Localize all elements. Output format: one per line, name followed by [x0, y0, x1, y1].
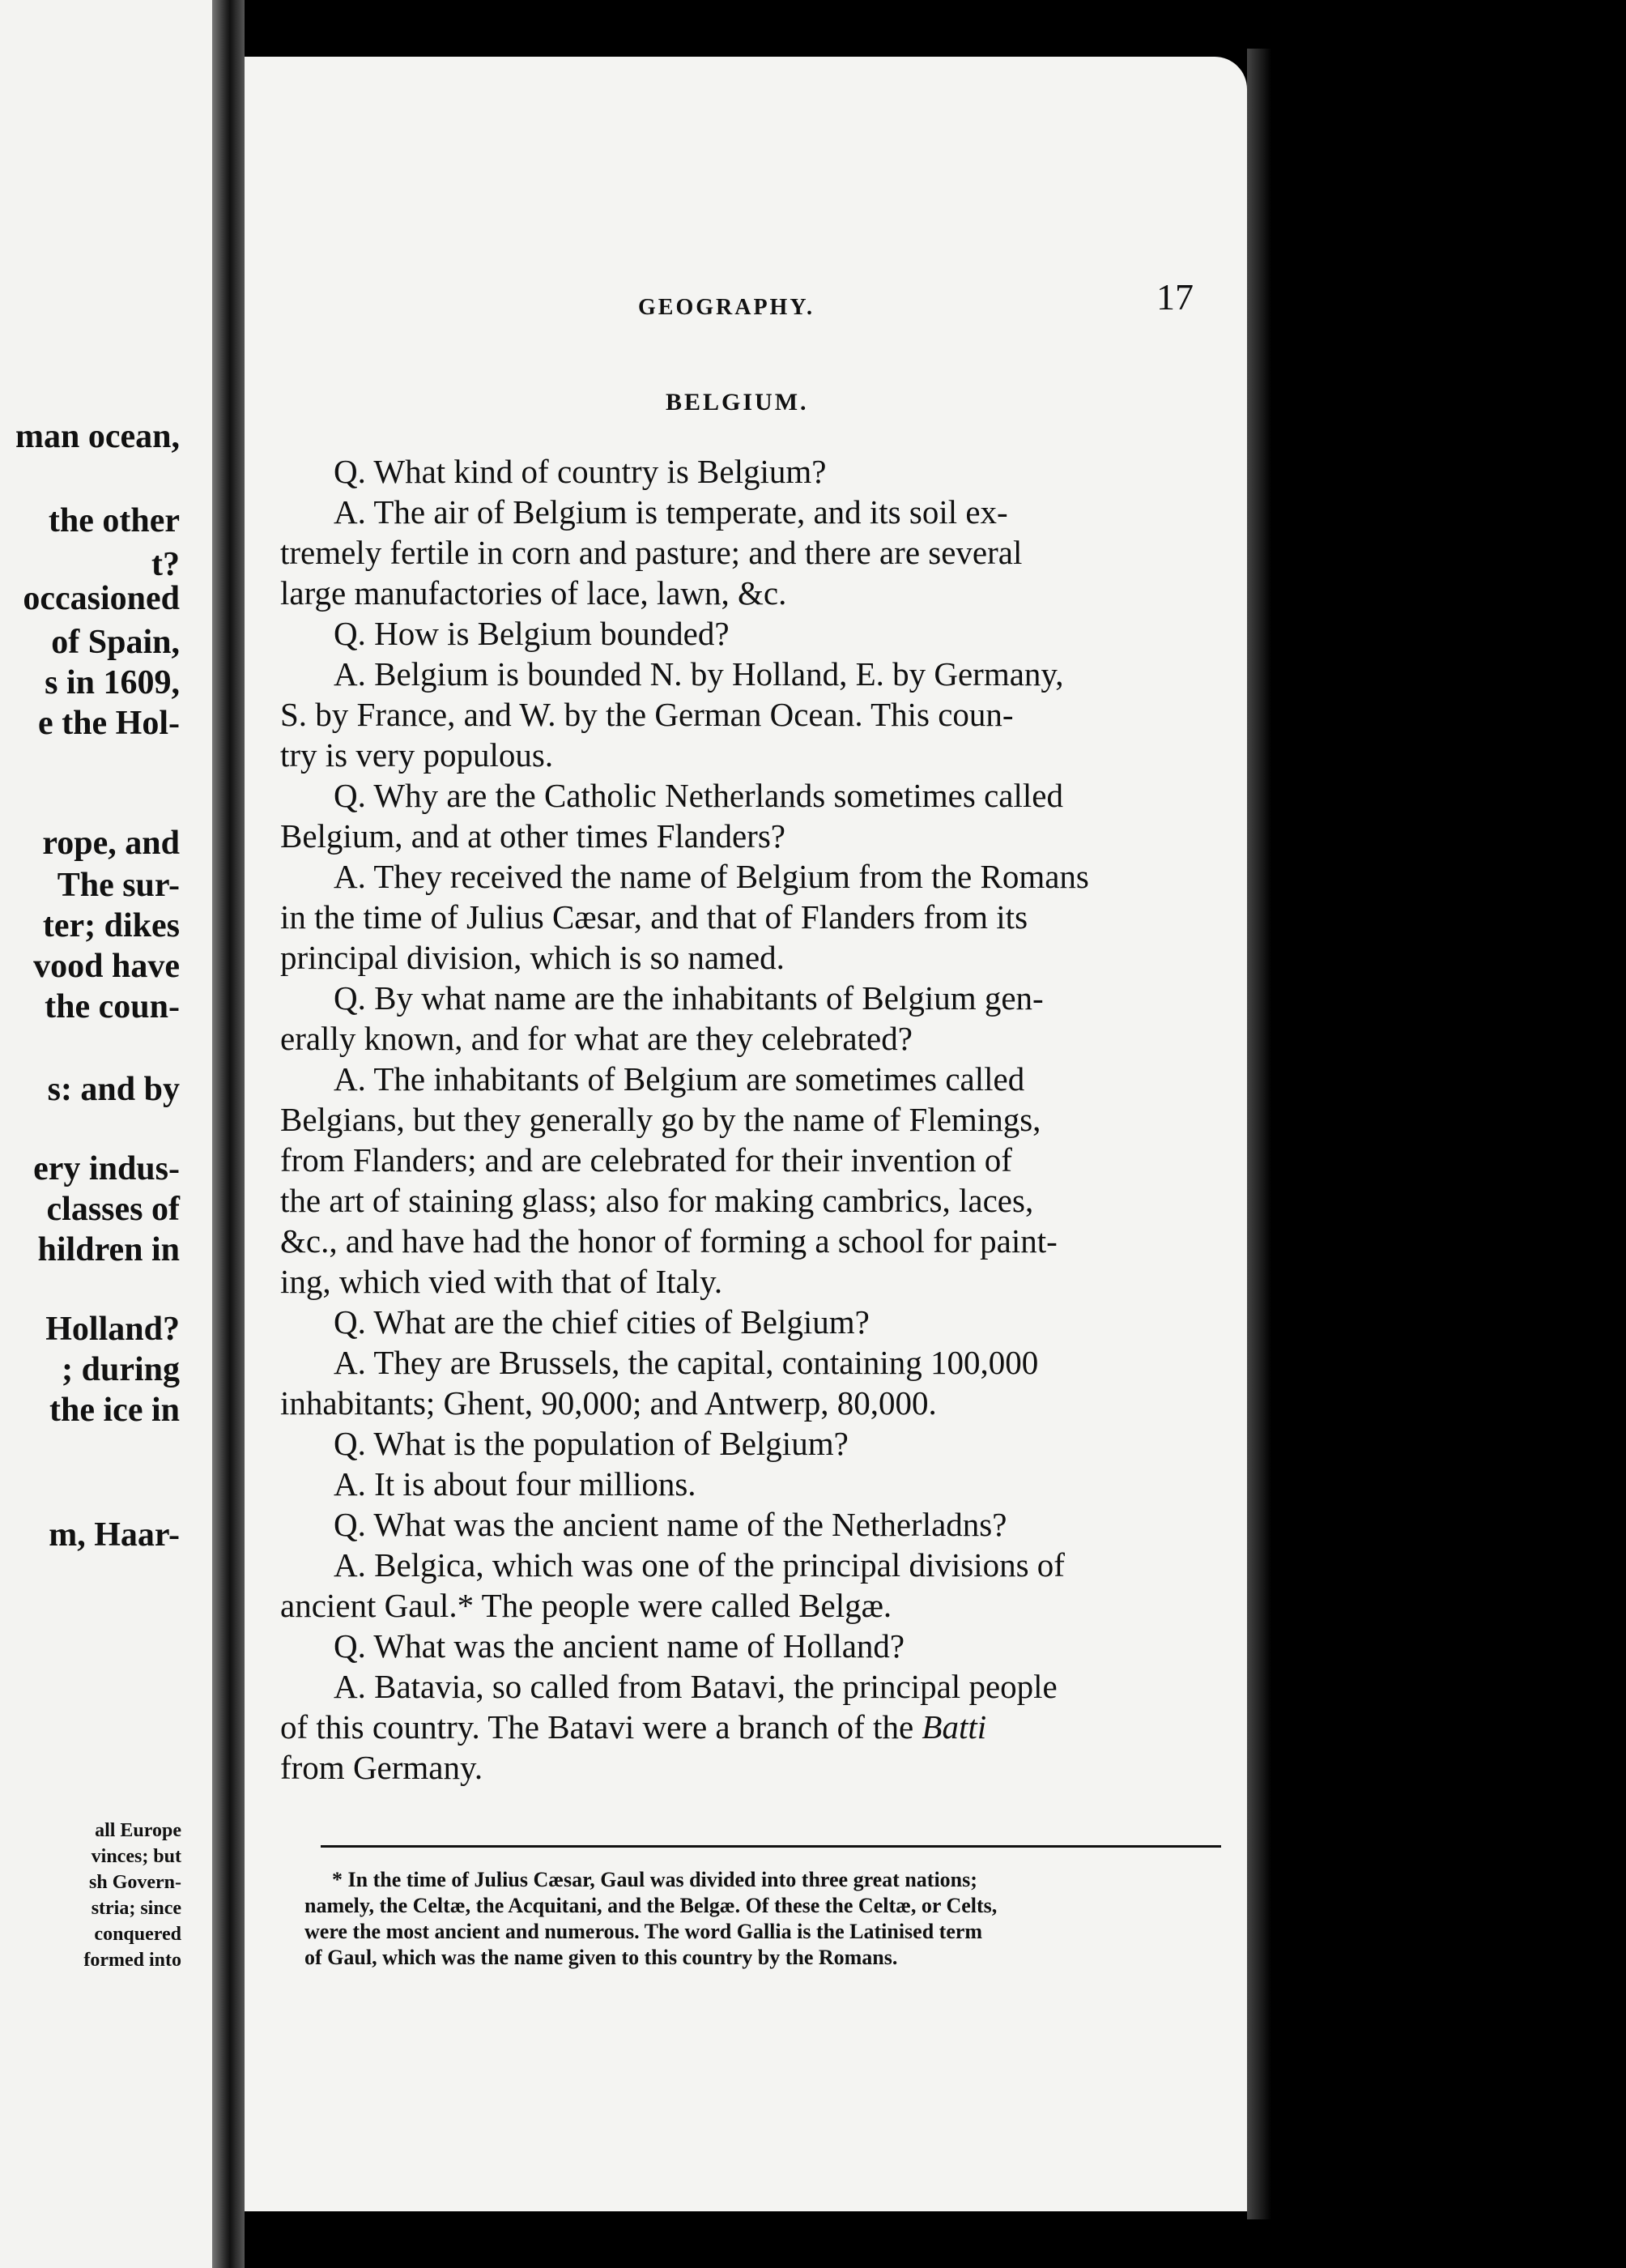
body-line: Q. By what name are the inhabitants of Belgium gen-: [334, 979, 1044, 1017]
footnote-line: * In the time of Julius Cæsar, Gaul was divided into three great nations;: [332, 1868, 977, 1891]
body-line: Belgium, and at other times Flanders?: [280, 817, 785, 855]
body-line: [280, 1708, 987, 1746]
left-fragment: the other: [48, 502, 180, 539]
left-fragment: hildren in: [37, 1231, 180, 1268]
body-line: &c., and have had the honor of forming a school for paint-: [280, 1222, 1058, 1260]
page-number: 17: [1156, 276, 1194, 318]
body-line: ancient Gaul.* The people were called Belgæ.: [280, 1587, 892, 1624]
left-page: [0, 0, 212, 2268]
body-line: A. The air of Belgium is temperate, and its soil ex-: [334, 493, 1008, 531]
body-line: Q. What was the ancient name of Holland?: [334, 1627, 905, 1665]
body-line: A. They received the name of Belgium from the Romans: [334, 858, 1089, 895]
left-fragment: vood have: [33, 948, 180, 985]
body-line: from Germany.: [280, 1749, 483, 1786]
left-fragment: occasioned: [23, 580, 180, 617]
body-line: Q. Why are the Catholic Netherlands sometimes called: [334, 777, 1063, 814]
left-footnote-fragment: formed into: [83, 1950, 181, 1971]
left-footnote-fragment: sh Govern-: [89, 1872, 181, 1893]
left-fragment: classes of: [46, 1191, 180, 1228]
left-fragment: of Spain,: [51, 624, 180, 661]
left-fragment: ter; dikes: [42, 907, 180, 944]
left-footnote-fragment: stria; since: [91, 1898, 181, 1919]
footnote-line: were the most ancient and numerous. The word Gallia is the Latinised term: [304, 1920, 983, 1943]
body-line: Q. What kind of country is Belgium?: [334, 453, 827, 490]
left-fragment: e the Hol-: [38, 705, 180, 742]
body-line: ing, which vied with that of Italy.: [280, 1263, 723, 1300]
left-fragment: ; during: [62, 1351, 180, 1388]
body-line: A. Batavia, so called from Batavi, the principal people: [334, 1668, 1058, 1705]
body-line: inhabitants; Ghent, 90,000; and Antwerp, 80,000.: [280, 1384, 937, 1422]
left-fragment: t?: [151, 546, 180, 583]
body-line: Belgians, but they generally go by the name of Flemings,: [280, 1101, 1041, 1138]
left-fragment: s: and by: [47, 1071, 180, 1108]
left-fragment: ery indus-: [33, 1150, 180, 1187]
left-fragment: The sur-: [57, 867, 180, 904]
italic-word: Batti: [922, 1708, 987, 1746]
left-fragment: man ocean,: [15, 418, 180, 455]
body-line: Q. What was the ancient name of the Netherladns?: [334, 1506, 1007, 1543]
footnote-line: namely, the Celtæ, the Acquitani, and the Belgæ. Of these the Celtæ, or Celts,: [304, 1894, 998, 1917]
body-line: erally known, and for what are they celebrated?: [280, 1020, 913, 1057]
left-fragment: the coun-: [45, 988, 180, 1025]
body-line: the art of staining glass; also for making cambrics, laces,: [280, 1182, 1034, 1219]
body-line: Q. What are the chief cities of Belgium?: [334, 1303, 870, 1341]
left-footnote-fragment: vinces; but: [91, 1846, 181, 1867]
body-line: A. It is about four millions.: [334, 1465, 696, 1503]
left-footnote-fragment: all Europe: [95, 1820, 181, 1841]
left-fragment: s in 1609,: [45, 664, 180, 701]
body-line: Q. How is Belgium bounded?: [334, 615, 730, 652]
body-line-text: of this country. The Batavi were a branch of the: [280, 1708, 922, 1746]
body-line: in the time of Julius Cæsar, and that of Flanders from its: [280, 898, 1028, 936]
body-line: A. The inhabitants of Belgium are sometimes called: [334, 1060, 1025, 1098]
body-line: A. They are Brussels, the capital, containing 100,000: [334, 1344, 1039, 1381]
left-fragment: rope, and: [42, 825, 180, 862]
page-edge-shadow: [1247, 49, 1271, 2219]
body-line: tremely fertile in corn and pasture; and there are several: [280, 534, 1023, 571]
body-line: S. by France, and W. by the German Ocean. This coun-: [280, 696, 1014, 733]
body-line: Q. What is the population of Belgium?: [334, 1425, 849, 1462]
body-line: try is very populous.: [280, 736, 554, 774]
footnote-rule: [321, 1845, 1221, 1848]
left-fragment: the ice in: [49, 1392, 180, 1429]
footnote-line: of Gaul, which was the name given to this country by the Romans.: [304, 1946, 898, 1969]
body-line: principal division, which is so named.: [280, 939, 785, 976]
left-fragment: Holland?: [45, 1311, 180, 1348]
body-line: from Flanders; and are celebrated for their invention of: [280, 1141, 1012, 1179]
left-footnote-fragment: conquered: [94, 1924, 181, 1945]
book-gutter: [212, 0, 245, 2268]
section-heading: BELGIUM.: [666, 389, 809, 416]
left-fragment: m, Haar-: [49, 1516, 180, 1554]
body-line: A. Belgica, which was one of the principal divisions of: [334, 1546, 1065, 1584]
running-head: GEOGRAPHY.: [638, 295, 815, 320]
body-line: large manufactories of lace, lawn, &c.: [280, 574, 787, 612]
body-line: A. Belgium is bounded N. by Holland, E. by Germany,: [334, 655, 1064, 693]
